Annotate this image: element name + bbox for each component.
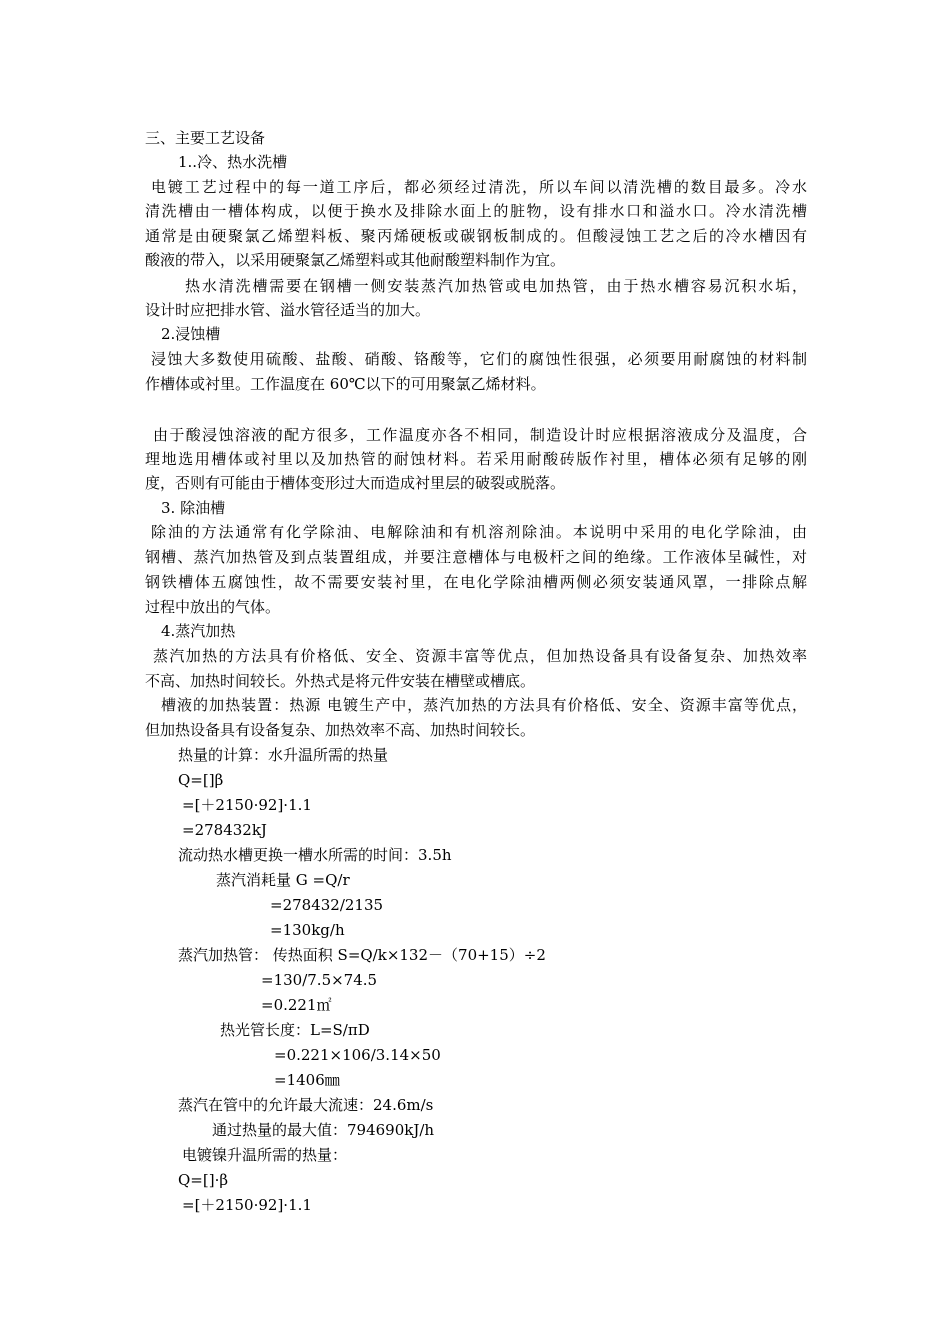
paragraph-line: 钢铁槽体五腐蚀性，故不需要安装衬里，在电化学除油槽两侧必须安装通风罩，一排除点解 [145,573,807,591]
subsection-heading: 1..冷、热水洗槽 [178,153,288,171]
paragraph-line: 除油的方法通常有化学除油、电解除油和有机溶剂除油。本说明中采用的电化学除油，由 [151,523,807,541]
formula-line: =[＋2150·92]·1.1 [182,1196,312,1214]
formula-line: =130/7.5×74.5 [261,971,378,989]
paragraph-line: 热水清洗槽需要在钢槽一侧安装蒸汽加热管或电加热管，由于热水槽容易沉积水垢， [185,277,807,295]
paragraph-line: 度，否则有可能由于槽体变形过大而造成衬里层的破裂或脱落。 [145,474,566,492]
formula-line: =0.221㎡ [261,996,332,1014]
paragraph-line: 设计时应把排水管、溢水管径适当的加大。 [145,301,431,319]
formula-line: =[＋2150·92]·1.1 [182,796,312,814]
paragraph-line: 清洗槽由一槽体构成，以便于换水及排除水面上的脏物，设有排水口和溢水口。冷水清洗槽 [145,202,807,220]
formula-line: Q=[]β [178,771,224,789]
calc-line: 蒸汽加热管： 传热面积 S=Q/k×132－（70+15）÷2 [178,946,546,964]
formula-line: =130kg/h [270,921,345,939]
calc-line: 流动热水槽更换一槽水所需的时间：3.5h [178,846,452,864]
formula-line: =278432/2135 [270,896,384,914]
calc-line: 蒸汽在管中的允许最大流速：24.6m/s [178,1096,434,1114]
paragraph-line: 过程中放出的气体。 [145,598,281,616]
calc-line: 热量的计算：水升温所需的热量 [178,746,389,764]
formula-line: Q=[]·β [178,1171,229,1189]
formula-line: 蒸汽消耗量 G =Q/r [216,871,350,889]
subsection-heading: 3. 除油槽 [161,499,226,517]
formula-line: =278432kJ [182,821,267,839]
subsection-heading: 4.蒸汽加热 [161,622,236,640]
paragraph-line: 蒸汽加热的方法具有价格低、安全、资源丰富等优点，但加热设备具有设备复杂、加热效率 [153,647,807,665]
formula-line: 热光管长度：L=S/πD [220,1021,370,1039]
calc-line: 通过热量的最大值：794690kJ/h [212,1121,435,1139]
paragraph-line: 通常是由硬聚氯乙烯塑料板、聚丙烯硬板或碳钢板制成的。但酸浸蚀工艺之后的冷水槽因有 [145,227,807,245]
paragraph-line: 电镀工艺过程中的每一道工序后，都必须经过清洗，所以车间以清洗槽的数目最多。冷水 [151,178,807,196]
section-heading: 三、主要工艺设备 [145,129,266,147]
formula-line: =0.221×106/3.14×50 [274,1046,441,1064]
paragraph-line: 槽液的加热装置：热源 电镀生产中，蒸汽加热的方法具有价格低、安全、资源丰富等优点， [161,696,807,714]
paragraph-line: 理地选用槽体或衬里以及加热管的耐蚀材料。若采用耐酸砖版作衬里，槽体必须有足够的刚 [145,450,807,468]
paragraph-line: 浸蚀大多数使用硫酸、盐酸、硝酸、铬酸等，它们的腐蚀性很强，必须要用耐腐蚀的材料制 [151,350,807,368]
paragraph-line: 作槽体或衬里。工作温度在 60℃以下的可用聚氯乙烯材料。 [145,375,546,393]
calc-line: 电镀镍升温所需的热量： [182,1146,348,1164]
formula-line: =1406㎜ [274,1071,340,1089]
paragraph-line: 由于酸浸蚀溶液的配方很多，工作温度亦各不相同，制造设计时应根据溶液成分及温度，合 [153,426,807,444]
paragraph-line: 但加热设备具有设备复杂、加热效率不高、加热时间较长。 [145,721,536,739]
paragraph-line: 不高、加热时间较长。外热式是将元件安装在槽壁或槽底。 [145,672,536,690]
paragraph-line: 酸液的带入，以采用硬聚氯乙烯塑料或其他耐酸塑料制作为宜。 [145,251,566,269]
subsection-heading: 2.浸蚀槽 [161,325,221,343]
paragraph-line: 钢槽、蒸汽加热管及到点装置组成，并要注意槽体与电极杆之间的绝缘。工作液体呈碱性，对 [145,548,807,566]
